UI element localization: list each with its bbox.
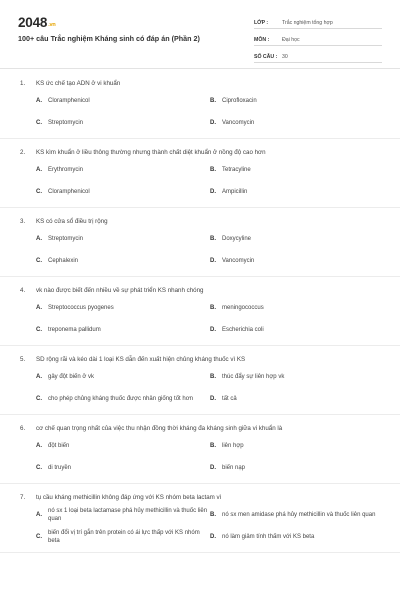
question-item (0, 484, 400, 553)
option-text: Streptococcus pyogenes (48, 304, 114, 311)
question-number: 1. (20, 79, 26, 87)
option-text: Vancomycin (222, 119, 255, 126)
question-item (0, 415, 400, 484)
question-item (0, 139, 400, 208)
answer-option[interactable] (210, 112, 388, 134)
meta-info (254, 14, 382, 65)
question-number: 6. (20, 424, 26, 432)
question-text-row (20, 277, 382, 297)
question-text: tụ cầu kháng methicillin không đáp ứng với KS nhóm beta lactam vì (36, 493, 222, 501)
option-text: Streptomycin (48, 119, 84, 126)
option-text: di truyền (48, 464, 72, 471)
answer-options (36, 90, 382, 134)
option-letter: B. (210, 443, 216, 449)
meta-label: LỚP : (254, 20, 269, 26)
question-text: vk nào được biết đến nhiều về sự phát triển KS nhanh chóng (36, 286, 204, 294)
option-letter: C. (36, 189, 42, 195)
answer-option[interactable] (210, 228, 388, 250)
answer-option[interactable] (36, 504, 210, 526)
logo-text: 2048 (18, 15, 48, 30)
option-text: biến đổi vị trí gắn trên protein có ái lực thấp với KS nhóm beta (48, 529, 200, 544)
option-letter: B. (210, 305, 216, 311)
answer-option[interactable] (36, 228, 210, 250)
answer-option[interactable] (210, 319, 388, 341)
answer-options (36, 366, 382, 410)
option-letter: C. (36, 120, 42, 126)
question-item (0, 277, 400, 346)
answer-option[interactable] (210, 90, 388, 112)
question-text: SD rộng rãi và kéo dài 1 loại KS dẫn đến xuất hiện chủng kháng thuốc vì KS (36, 355, 246, 363)
option-letter: B. (210, 167, 216, 173)
option-letter: D. (210, 534, 216, 540)
meta-value: 30 (282, 54, 288, 60)
option-letter: C. (36, 327, 42, 333)
option-letter: B. (210, 374, 216, 380)
option-text: nó sx men amidase phá hủy methicillin và thuốc liên quan (222, 511, 376, 518)
question-number: 3. (20, 217, 26, 225)
option-letter: B. (210, 98, 216, 104)
answer-option[interactable] (36, 388, 210, 410)
option-letter: A. (36, 512, 42, 518)
question-list (0, 70, 400, 553)
option-text: treponema pallidum (48, 326, 101, 333)
answer-option[interactable] (210, 504, 388, 526)
option-text: Cloramphenicol (48, 188, 90, 195)
question-divider (0, 552, 400, 553)
option-letter: D. (210, 258, 216, 264)
answer-option[interactable] (210, 181, 388, 203)
meta-row-subject (254, 31, 382, 46)
answer-option[interactable] (36, 435, 210, 457)
option-text: liên hợp (222, 442, 244, 449)
site-logo[interactable] (18, 15, 56, 30)
option-text: gây đột biến ở vk (48, 373, 94, 380)
question-text: KS kìm khuẩn ở liều thông thường nhưng thành chất diệt khuẩn ở nồng độ cao hơn (36, 148, 266, 156)
meta-label: SỐ CÂU : (254, 54, 278, 60)
question-text: KS có cửa sổ điều trị rộng (36, 217, 108, 225)
answer-option[interactable] (36, 181, 210, 203)
question-number: 7. (20, 493, 26, 501)
answer-option[interactable] (36, 457, 210, 479)
option-text: Doxycyline (222, 235, 252, 242)
option-letter: A. (36, 305, 42, 311)
meta-value: Đại học (282, 37, 300, 43)
question-number: 4. (20, 286, 26, 294)
option-text: Escherichia coli (222, 326, 264, 333)
answer-option[interactable] (210, 297, 388, 319)
answer-options (36, 504, 382, 548)
option-text: nó sx 1 loại beta lactamase phá hủy methicillin và thuốc liên quan (48, 507, 208, 522)
option-text: cho phép chủng kháng thuốc được nhân giống tốt hơn (48, 395, 193, 402)
option-text: tất cả (222, 395, 237, 402)
answer-option[interactable] (210, 388, 388, 410)
header (0, 0, 400, 68)
answer-option[interactable] (210, 457, 388, 479)
question-text-row (20, 346, 382, 366)
answer-option[interactable] (210, 366, 388, 388)
option-text: biến nạp (222, 464, 246, 471)
answer-option[interactable] (36, 297, 210, 319)
option-text: nó làm giảm tính thấm với KS beta (222, 533, 315, 540)
question-number: 2. (20, 148, 26, 156)
option-text: Vancomycin (222, 257, 255, 264)
question-number: 5. (20, 355, 26, 363)
question-text-row (20, 208, 382, 228)
option-letter: C. (36, 465, 42, 471)
answer-option[interactable] (36, 366, 210, 388)
meta-row-count (254, 48, 382, 63)
answer-option[interactable] (36, 526, 210, 548)
option-text: Ampicillin (222, 188, 248, 195)
option-text: đột biến (48, 442, 70, 449)
document-title: 100+ câu Trắc nghiệm Kháng sinh có đáp án (Phần 2) (18, 34, 200, 43)
header-divider (0, 68, 400, 69)
question-item (0, 346, 400, 415)
option-letter: A. (36, 236, 42, 242)
option-letter: C. (36, 534, 42, 540)
meta-label: MÔN : (254, 37, 270, 43)
option-letter: A. (36, 374, 42, 380)
answer-option[interactable] (36, 250, 210, 272)
option-letter: D. (210, 327, 216, 333)
option-text: Cephalexin (48, 257, 79, 264)
option-text: Ciprofloxacin (222, 97, 257, 104)
answer-options (36, 297, 382, 341)
answer-option[interactable] (210, 526, 388, 548)
answer-option[interactable] (36, 112, 210, 134)
option-text: Tetracyline (222, 166, 251, 173)
meta-value: Trắc nghiệm tổng hợp (282, 20, 333, 26)
question-text-row (20, 70, 382, 90)
answer-option[interactable] (36, 159, 210, 181)
answer-options (36, 228, 382, 272)
option-letter: C. (36, 258, 42, 264)
question-item (0, 70, 400, 139)
meta-row-class (254, 14, 382, 29)
option-text: Erythromycin (48, 166, 84, 173)
option-letter: B. (210, 236, 216, 242)
option-letter: A. (36, 98, 42, 104)
option-text: thúc đẩy sự liên hợp vk (222, 373, 285, 380)
option-letter: D. (210, 465, 216, 471)
answer-option[interactable] (210, 250, 388, 272)
option-letter: D. (210, 189, 216, 195)
option-letter: A. (36, 443, 42, 449)
option-letter: A. (36, 167, 42, 173)
answer-option[interactable] (36, 319, 210, 341)
answer-option[interactable] (210, 159, 388, 181)
answer-option[interactable] (210, 435, 388, 457)
question-text-row (20, 484, 382, 504)
option-text: Streptomycin (48, 235, 84, 242)
answer-options (36, 159, 382, 203)
question-text: cơ chế quan trọng nhất của việc thu nhận đồng thời kháng đa kháng sinh giữa vi khuẩn là (36, 424, 283, 432)
option-letter: D. (210, 120, 216, 126)
option-letter: C. (36, 396, 42, 402)
option-text: meningococcus (222, 304, 264, 311)
question-text-row (20, 415, 382, 435)
question-text-row (20, 139, 382, 159)
option-letter: B. (210, 512, 216, 518)
option-text: Cloramphenicol (48, 97, 90, 104)
answer-options (36, 435, 382, 479)
question-text: KS ức chế tạo ADN ở vi khuẩn (36, 79, 121, 87)
option-letter: D. (210, 396, 216, 402)
question-item (0, 208, 400, 277)
logo-domain: .vn (48, 22, 56, 28)
answer-option[interactable] (36, 90, 210, 112)
